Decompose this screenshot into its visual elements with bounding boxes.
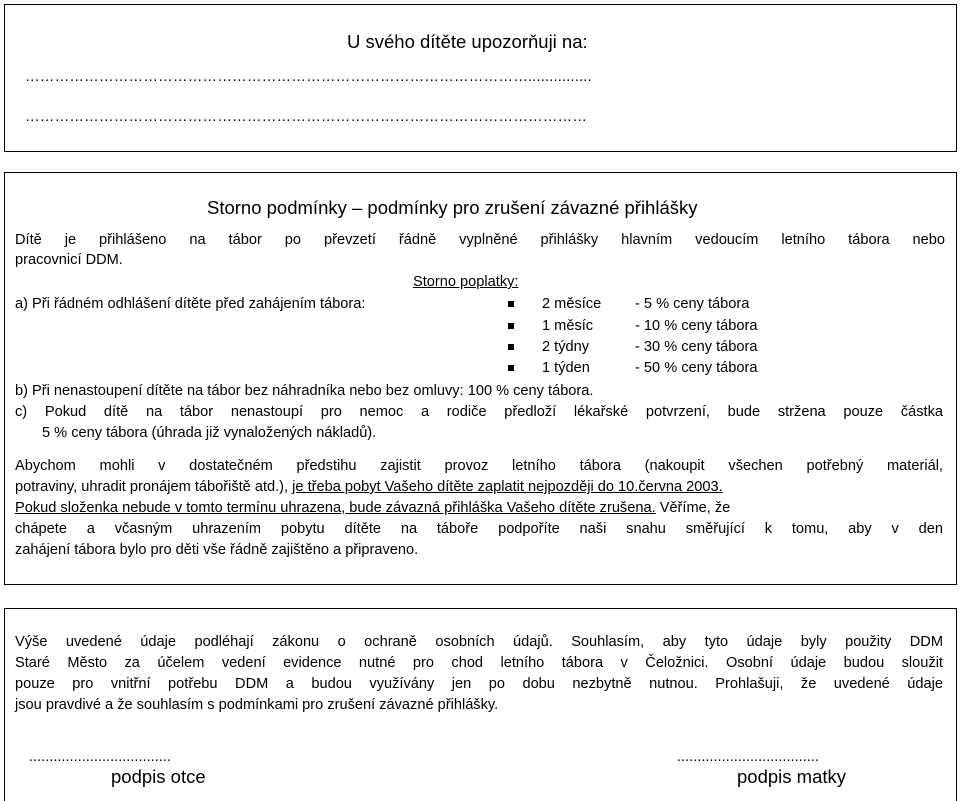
payment-line-2-text: potraviny, uhradit pronájem tábořiště atd.),: [15, 479, 293, 495]
storno-box: [4, 172, 957, 585]
notice-heading: U svého dítěte upozorňuji na:: [347, 31, 588, 52]
payment-line-5: zahájení tábora bylo pro děti vše řádně zajištěno a připraveno.: [15, 542, 419, 558]
consent-box: [4, 608, 957, 801]
storno-title: Storno podmínky – podmínky pro zrušení závazné přihlášky: [207, 197, 698, 218]
consent-line-1: Výše uvedené údaje podléhají zákonu o ochraně osobních údajů. Souhlasím, aby tyto údaje byly použity DDM: [15, 634, 943, 650]
payment-deadline: je třeba pobyt Vašeho dítěte zaplatit nejpozději do 10.června 2003.: [292, 479, 723, 495]
mother-signature-line: ...................................: [677, 749, 819, 765]
fee-period: 2 týdny: [542, 339, 590, 355]
storno-item-c-line-2: 5 % ceny tábora (úhrada již vynaložených nákladů).: [42, 425, 377, 441]
storno-item-a: a) Při řádném odhlášení dítěte před zahájením tábora:: [15, 296, 366, 312]
storno-fees-title: Storno poplatky:: [413, 274, 519, 290]
father-signature-line: ...................................: [29, 749, 171, 765]
payment-line-4: chápete a včasným uhrazením pobytu dítěte na táboře podpoříte naši snahu směřující k tomu, aby v den: [15, 521, 943, 537]
consent-line-4: jsou pravdivé a že souhlasím s podmínkami pro zrušení závazné přihlášky.: [15, 697, 499, 713]
bullet-icon: [508, 323, 514, 329]
fee-amount: - 30 % ceny tábora: [635, 339, 758, 355]
consent-line-3: pouze pro vnitřní potřebu DDM a budou využívány jen po dobu nezbytně nutnou. Prohlašuji, že uvedené údaje: [15, 676, 943, 692]
fee-amount: - 50 % ceny tábora: [635, 360, 758, 376]
fee-amount: - 10 % ceny tábora: [635, 318, 758, 334]
notice-dotted-line-1: …………………………………………………………………………………………...............: [25, 69, 592, 85]
consent-line-2: Staré Město za účelem vedení evidence nutné pro chod letního tábora v Čeložnici. Osobní údaje budou sloužit: [15, 655, 943, 671]
notice-dotted-line-2: ……………………………………………………………………………………………………: [25, 109, 588, 125]
storno-item-b: b) Při nenastoupení dítěte na tábor bez náhradníka nebo bez omluvy: 100 % ceny tábora.: [15, 383, 594, 399]
payment-cancellation-warning: Pokud složenka nebude v tomto termínu uhrazena, bude závazná přihláška Vašeho dítěte zrušena.: [15, 500, 656, 516]
fee-period: 1 týden: [542, 360, 590, 376]
storno-intro-line-1: Dítě je přihlášeno na tábor po převzetí řádně vyplněné přihlášky hlavním vedoucím letního tábora nebo: [15, 232, 945, 248]
bullet-icon: [508, 301, 514, 307]
bullet-icon: [508, 344, 514, 350]
father-signature-label: podpis otce: [111, 766, 206, 787]
payment-line-1: Abychom mohli v dostatečném předstihu zajistit provoz letního tábora (nakoupit všechen potřebný materiál,: [15, 458, 943, 474]
fee-period: 1 měsíc: [542, 318, 594, 334]
payment-line-2: [15, 477, 723, 497]
storno-intro-line-2: pracovnicí DDM.: [15, 252, 123, 268]
mother-signature-label: podpis matky: [737, 766, 846, 787]
fee-period: 2 měsíce: [542, 296, 602, 312]
payment-line-3: [15, 498, 730, 518]
bullet-icon: [508, 365, 514, 371]
payment-line-3-text: Věříme, že: [655, 500, 731, 516]
notice-box: [4, 4, 957, 152]
fee-amount: - 5 % ceny tábora: [635, 296, 750, 312]
storno-item-c-line-1: c) Pokud dítě na tábor nenastoupí pro nemoc a rodiče předloží lékařské potvrzení, bude stržena pouze částka: [15, 404, 943, 420]
